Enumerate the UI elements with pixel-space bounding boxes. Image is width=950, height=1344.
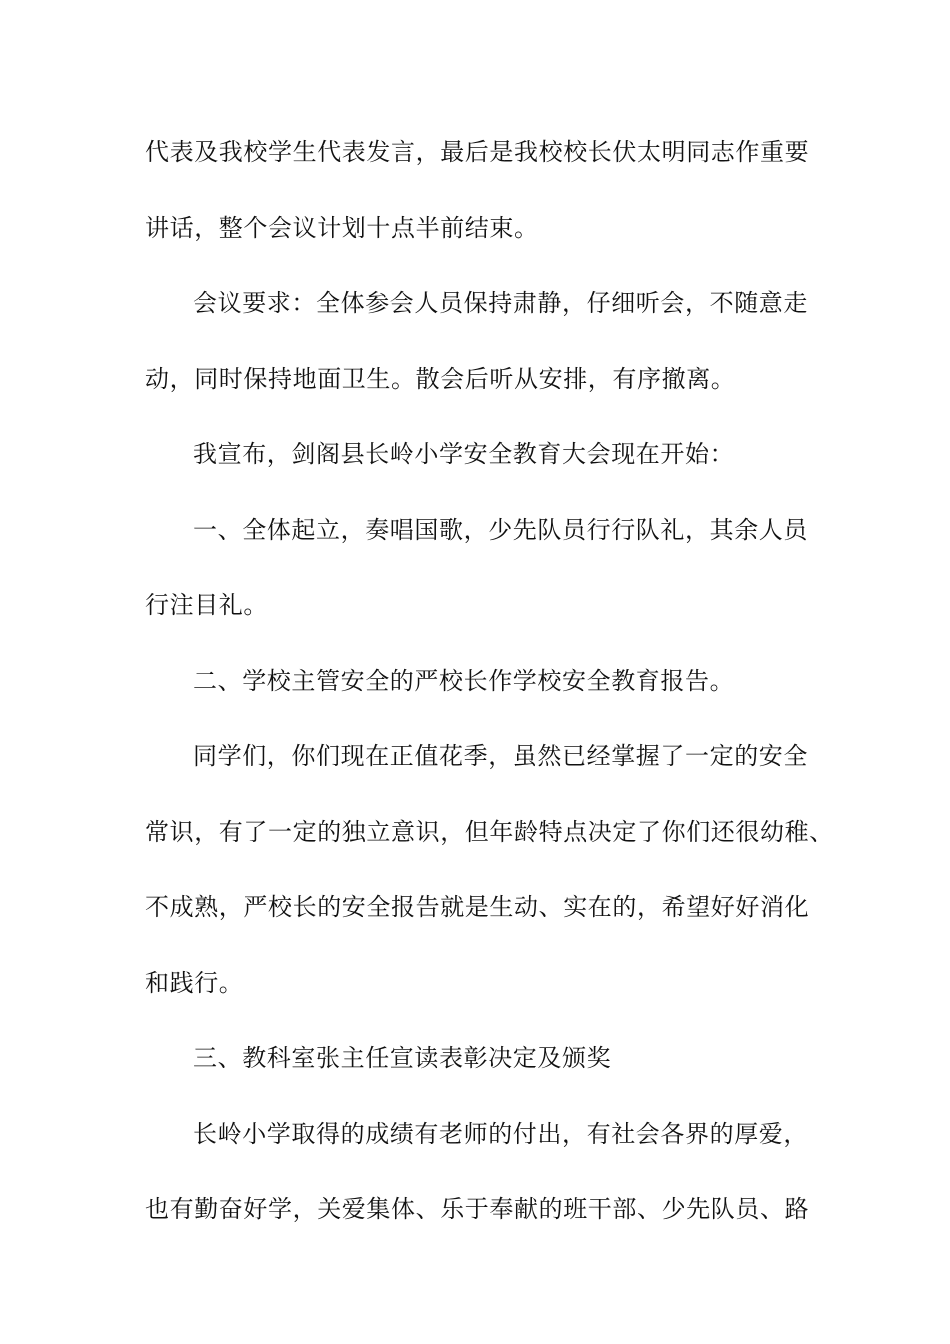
text-line: 也有勤奋好学，关爱集体、乐于奉献的班干部、少先队员、路 — [145, 1195, 810, 1223]
text-line: 我宣布，剑阁县长岭小学安全教育大会现在开始： — [193, 440, 735, 468]
text-line: 不成熟，严校长的安全报告就是生动、实在的，希望好好消化 — [145, 893, 810, 921]
text-line: 动，同时保持地面卫生。散会后听从安排，有序撤离。 — [145, 364, 736, 393]
document-body — [145, 128, 834, 1261]
text-line: 和践行。 — [145, 968, 244, 997]
text-line: 讲话，整个会议计划十点半前结束。 — [145, 213, 539, 242]
text-line: 一、全体起立，奏唱国歌，少先队员行行队礼，其余人员 — [193, 515, 808, 544]
text-line: 行注目礼。 — [145, 591, 268, 619]
text-line: 三、教科室张主任宣读表彰决定及颁奖 — [193, 1044, 612, 1072]
text-line: 同学们，你们现在正值花季，虽然已经掌握了一定的安全 — [193, 742, 808, 770]
text-line: 会议要求：全体参会人员保持肃静，仔细听会，不随意走 — [193, 289, 808, 317]
text-line: 长岭小学取得的成绩有老师的付出，有社会各界的厚爱， — [193, 1119, 808, 1148]
text-line: 代表及我校学生代表发言，最后是我校校长伏太明同志作重要 — [145, 138, 810, 166]
text-line: 二、学校主管安全的严校长作学校安全教育报告。 — [193, 666, 735, 695]
text-line: 常识，有了一定的独立意识，但年龄特点决定了你们还很幼稚、 — [145, 817, 834, 846]
